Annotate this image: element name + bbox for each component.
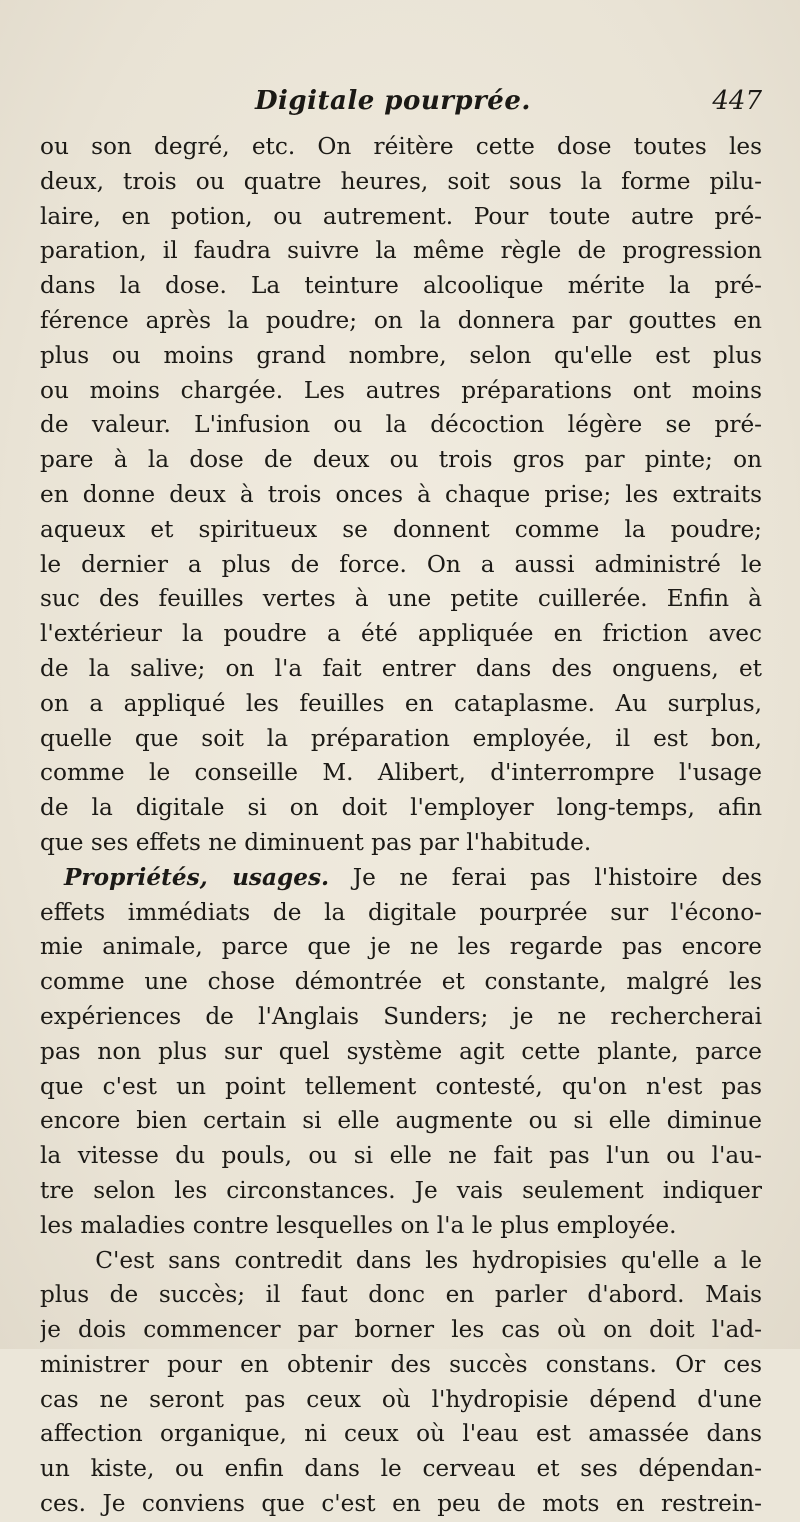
text-line: pare à la dose de deux ou trois gros par pinte; on: [40, 446, 762, 474]
text-line: dans la dose. La teinture alcoolique mérite la pré-: [40, 272, 762, 300]
section-heading: Propriétés, usages.: [64, 863, 330, 891]
page-header: [40, 86, 762, 126]
page-number: 447: [712, 86, 762, 116]
text-line: mie animale, parce que je ne les regarde pas encore: [40, 933, 762, 961]
text-line: deux, trois ou quatre heures, soit sous la forme pilu-: [40, 167, 762, 195]
text-line: les maladies contre lesquelles on l'a le plus employée.: [40, 1211, 677, 1239]
section-first-line-text: Je ne ferai pas l'histoire des: [329, 863, 762, 891]
text-line: quelle que soit la préparation employée, il est bon,: [40, 724, 762, 752]
text-line: comme le conseille M. Alibert, d'interrompre l'usage: [40, 759, 762, 787]
text-line: férence après la poudre; on la donnera par gouttes en: [40, 306, 762, 334]
text-line: encore bien certain si elle augmente ou si elle diminue: [40, 1107, 762, 1135]
text-line: de la digitale si on doit l'employer long-temps, afin: [40, 794, 762, 822]
text-line: ces. Je conviens que c'est en peu de mots en restrein-: [40, 1490, 762, 1518]
text-line: en donne deux à trois onces à chaque prise; les extraits: [40, 480, 762, 508]
text-line: aqueux et spiritueux se donnent comme la poudre;: [40, 515, 762, 543]
text-line: paration, il faudra suivre la même règle de progression: [40, 237, 762, 265]
text-line: tre selon les circonstances. Je vais seulement indiquer: [40, 1176, 762, 1204]
text-line: pas non plus sur quel système agit cette plante, parce: [40, 1037, 762, 1065]
text-line: de valeur. L'infusion ou la décoction légère se pré-: [40, 411, 762, 439]
body-text: [40, 130, 762, 1522]
text-line: suc des feuilles vertes à une petite cuillerée. Enfin à: [40, 585, 762, 613]
text-line: on a appliqué les feuilles en cataplasme. Au surplus,: [40, 689, 762, 717]
text-line: effets immédiats de la digitale pourprée sur l'écono-: [40, 898, 762, 926]
text-line: le dernier a plus de force. On a aussi administré le: [40, 550, 762, 578]
text-line: un kiste, ou enfin dans le cerveau et ses dépendan-: [40, 1455, 762, 1483]
text-line: l'extérieur la poudre a été appliquée en friction avec: [40, 620, 762, 648]
text-line: affection organique, ni ceux où l'eau est amassée dans: [40, 1420, 762, 1448]
text-line: plus de succès; il faut donc en parler d'abord. Mais: [40, 1281, 762, 1309]
section-first-line: [40, 861, 762, 896]
running-title: Digitale pourprée.: [255, 86, 531, 116]
text-line: plus ou moins grand nombre, selon qu'elle est plus: [40, 341, 762, 369]
text-line: ministrer pour en obtenir des succès constans. Or ces: [40, 1350, 762, 1378]
text-line: laire, en potion, ou autrement. Pour toute autre pré-: [40, 202, 762, 230]
text-line: que ses effets ne diminuent pas par l'habitude.: [40, 828, 592, 856]
text-line: expériences de l'Anglais Sunders; je ne rechercherai: [40, 1002, 762, 1030]
text-line: ou moins chargée. Les autres préparations ont moins: [40, 376, 762, 404]
text-line: ou son degré, etc. On réitère cette dose toutes les: [40, 133, 762, 160]
text-line: la vitesse du pouls, ou si elle ne fait pas l'un ou l'au-: [40, 1142, 762, 1170]
text-line: de la salive; on l'a fait entrer dans des onguens, et: [40, 654, 762, 682]
text-line: que c'est un point tellement contesté, qu'on n'est pas: [40, 1072, 762, 1100]
text-line: C'est sans contredit dans les hydropisies qu'elle a le: [40, 1246, 762, 1274]
text-line: je dois commencer par borner les cas où on doit l'ad-: [40, 1316, 762, 1344]
text-line: comme une chose démontrée et constante, malgré les: [40, 968, 762, 996]
text-line: cas ne seront pas ceux où l'hydropisie dépend d'une: [40, 1385, 762, 1413]
